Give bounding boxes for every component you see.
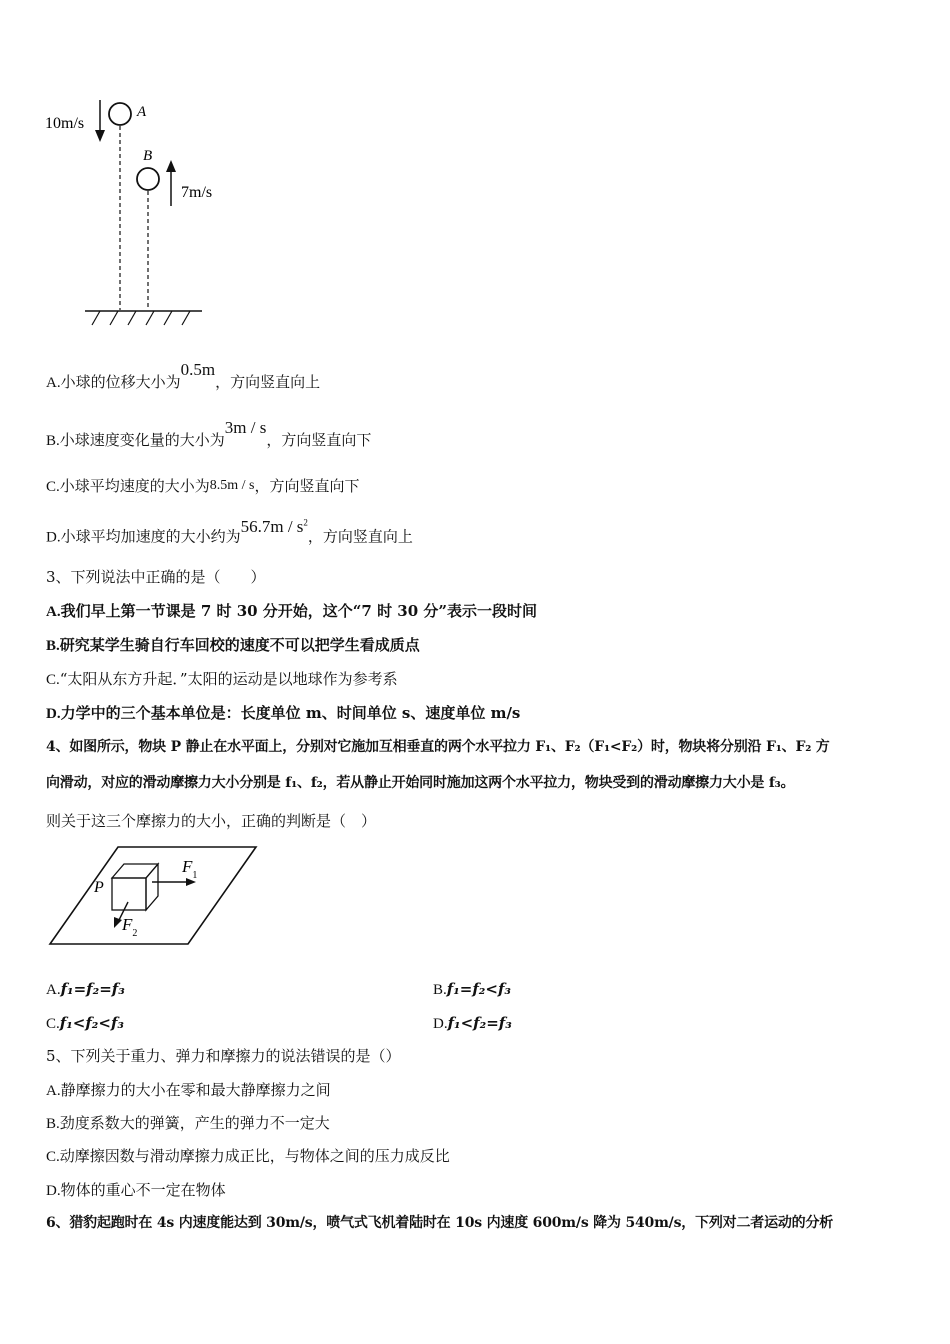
q4-stem-line1: 4、如图所示，物块 P 静止在水平面上，分别对它施加互相垂直的两个水平拉力 F₁、F₂（F₁<F₂）时，物块将分别沿 F₁、F₂ 方: [46, 739, 830, 755]
q4-option-c: C.f₁<f₂<f₃: [46, 1014, 124, 1032]
label-p: P: [94, 879, 104, 896]
q4-stem-line2: 向滑动，对应的滑动摩擦力大小分别是 f₁、f₂，若从静止开始同时施加这两个水平拉力，物块受到的滑动摩擦力大小是 f₃。: [46, 775, 795, 791]
q5-option-c: C.动摩擦因数与滑动摩擦力成正比，与物体之间的压力成反比: [46, 1147, 450, 1165]
q5-option-b: B.劲度系数大的弹簧，产生的弹力不一定大: [46, 1114, 330, 1132]
label-f1: $F_1$: [182, 857, 198, 881]
q3-option-c: C.“太阳从东方升起．”太阳的运动是以地球作为参考系: [46, 670, 398, 688]
speed-b-label: 7m/s: [181, 184, 213, 201]
q2-option-d: D.小球平均加速度的大小约为$56.7m / s^2$，方向竖直向上: [46, 516, 413, 546]
q3-option-a: A.我们早上第一节课是 7 时 30 分开始，这个“7 时 30 分”表示一段时间: [46, 602, 538, 620]
ball-b: [137, 168, 159, 190]
speed-a-label: 10m/s: [45, 115, 85, 132]
block-figure: [44, 842, 264, 952]
q3-stem: 3、下列说法中正确的是（ ）: [46, 568, 266, 586]
q5-stem: 5、下列关于重力、弹力和摩擦力的说法错误的是（）: [46, 1047, 401, 1065]
q4-option-a: A.f₁=f₂=f₃: [46, 980, 125, 998]
ball-b-label: B: [143, 148, 153, 164]
q2-option-a: A.小球的位移大小为0.5m，方向竖直向上: [46, 360, 321, 391]
q6-stem: 6、猎豹起跑时在 4s 内速度能达到 30m/s，喷气式飞机着陆时在 10s 内速度 600m/s 降为 540m/s，下列对二者运动的分析: [46, 1215, 834, 1231]
ball-figure: [40, 92, 240, 332]
q5-option-a: A.静摩擦力的大小在零和最大静摩擦力之间: [46, 1081, 331, 1099]
ball-a-label: A: [137, 104, 147, 120]
q4-option-b: B.f₁=f₂<f₃: [433, 980, 511, 998]
q4-option-d: D.f₁<f₂=f₃: [433, 1014, 512, 1032]
q3-option-b: B.研究某学生骑自行车回校的速度不可以把学生看成质点: [46, 636, 420, 654]
label-f2: $F_2$: [122, 915, 138, 939]
q5-option-d: D.物体的重心不一定在物体: [46, 1181, 226, 1199]
q2-option-c: C.小球平均速度的大小为8.5m / s，方向竖直向下: [46, 477, 360, 495]
ball-a: [109, 103, 131, 125]
q4-stem-line3: 则关于这三个摩擦力的大小，正确的判断是（ ）: [46, 812, 377, 830]
q2-option-b: B.小球速度变化量的大小为3m / s，方向竖直向下: [46, 418, 372, 449]
q3-option-d: D.力学中的三个基本单位是：长度单位 m、时间单位 s、速度单位 m/s: [46, 704, 521, 722]
